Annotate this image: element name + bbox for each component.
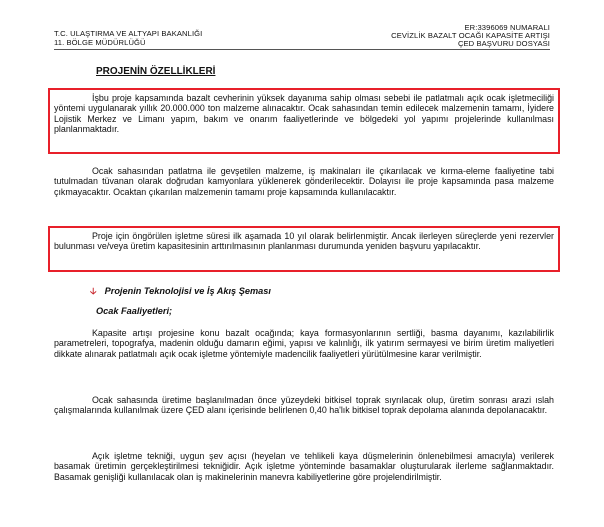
paragraph-1: İşbu proje kapsamında bazalt cevherinin yüksek dayanıma sahip olması sebebi ile patlatmalı açık ocak işletmeciliği yöntemi uygulanarak yıllık 20.000.000 ton malzeme alınacaktır. Ocak sahasından temin edilecek malzemenin tamamı, İyidere Lojistik Merkez ve Limanı yapım, bakım ve onarım faaliyetlerinde ve bölgedeki yol yapımı projelerinde kullanılması planlanmaktadır. — [54, 93, 554, 135]
header-right — [391, 24, 550, 48]
header-divider — [54, 49, 550, 50]
paragraph-6: Açık işletme tekniği, uygun şev açısı (heyelan ve tehlikeli kaya düşmelerinin önlenebilmesi amacıyla) verilerek basamak üretimin gerçekleştirilmesi tekniğidir. Açık işletme yönteminde basamaklar oluşturularak ilerleme sağlanmaktadır. Basamak genişliği kullanılacak olan iş makinelerinin manevra kabiliyetlerine göre projelendirilmiştir. — [54, 451, 554, 482]
subsection-title: 🡣 Projenin Teknolojisi ve İş Akış Şeması — [90, 286, 271, 296]
project-name: CEVİZLİK BAZALT OCAĞI KAPASİTE ARTIŞI — [391, 31, 550, 40]
subsection-heading: Ocak Faaliyetleri; — [96, 306, 173, 316]
paragraph-2: Ocak sahasından patlatma ile gevşetilen malzeme, iş makinaları ile çıkarılacak ve kırma-eleme faaliyetine tabi tutulmadan tüvanan olarak doğrudan kamyonlara yüklenerek gönderilecektir. Dolayısı ile proje kapsamında pasa malzeme çıkmayacaktır. Ocaktan çıkarılan malzemenin tamamı proje kapsamında kullanılacaktır. — [54, 166, 554, 197]
paragraph-3: Proje için öngörülen işletme süresi ilk aşamada 10 yıl olarak belirlenmiştir. Ancak ilerleyen süreçlerde yeni rezervler bulunması ve/veya üretim kapasitesinin arttırılmasının planlanması durumunda yeniden başvuru yapılacaktır. — [54, 231, 554, 252]
down-arrow-bullet-icon: 🡣 — [90, 286, 97, 296]
paragraph-5: Ocak sahasında üretime başlanılmadan önce yüzeydeki bitkisel toprak sıyrılacak olup, üretim sonrası arazi ıslah çalışmalarında kullanılmak üzere ÇED alanı içerisinde belirlenen 0,40 ha'lık bitkisel toprak depolama alanında depolanacaktır. — [54, 395, 554, 416]
document-type: ÇED BAŞVURU DOSYASI — [457, 39, 550, 48]
regional-directorate: 11. BÖLGE MÜDÜRLÜĞÜ — [54, 38, 146, 47]
paragraph-4: Kapasite artışı projesine konu bazalt ocağında; kaya formasyonlarının sertliği, basma dayanımı, kazılabilirlik parametreleri, topografya, madenin olduğu damarın eğimi, yapısı ve kalınlığı, ilk yatırım sermayesi ve birim üretim maliyetleri dikkate alınarak patlatmalı açık ocak işletme yöntemiyle madencilik faaliyetleri yürütülmesine karar verilmiştir. — [54, 328, 554, 359]
license-number: ER:3396069 NUMARALI — [464, 23, 550, 32]
ministry-name: T.C. ULAŞTIRMA VE ALTYAPI BAKANLIĞI — [54, 29, 203, 38]
header-left — [54, 29, 202, 47]
section-title: PROJENİN ÖZELLİKLERİ — [96, 66, 216, 77]
